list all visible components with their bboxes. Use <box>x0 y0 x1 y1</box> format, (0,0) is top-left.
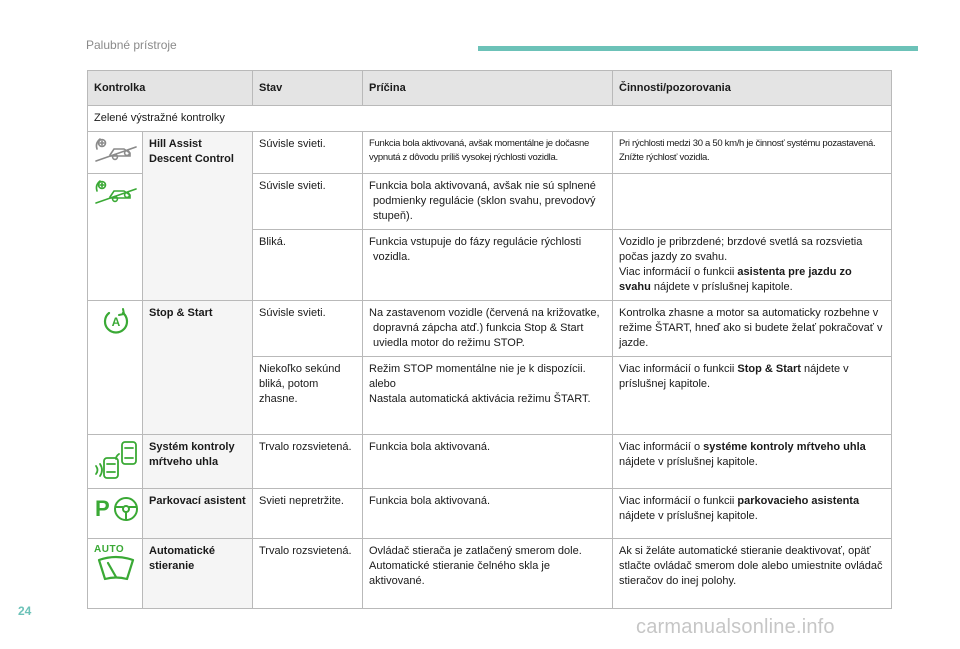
state-cell: Súvisle svieti. <box>253 174 363 230</box>
table-header-row <box>88 71 892 106</box>
svg-text:P: P <box>95 496 110 521</box>
hill-descent-icon <box>94 137 138 165</box>
column-header: Kontrolka <box>88 71 253 106</box>
warning-light-name: Parkovací asistent <box>143 489 253 539</box>
table-row <box>88 301 892 357</box>
action-cell <box>613 174 892 230</box>
icon-cell <box>88 435 143 489</box>
hill-descent-icon <box>94 179 138 207</box>
warning-light-name: Stop & Start <box>143 301 253 435</box>
warning-lights-table <box>87 70 892 609</box>
action-cell: Pri rýchlosti medzi 30 a 50 km/h je činnosť systému pozastavená. Znížte rýchlosť vozidla. <box>613 132 892 174</box>
state-cell: Niekoľko sekúnd bliká, potom zhasne. <box>253 357 363 435</box>
cause-cell: Funkcia vstupuje do fázy regulácie rýchlosti vozidla. <box>363 230 613 301</box>
action-cell: Ak si želáte automatické stieranie deaktivovať, opäť stlačte ovládač smerom dole alebo umiestnite ovládač stieračov do inej polohy. <box>613 539 892 609</box>
header-accent-bar <box>478 46 918 51</box>
cause-cell: Na zastavenom vozidle (červená na križovatke, dopravná zápcha atď.) funkcia Stop & Start uviedla motor do režimu STOP. <box>363 301 613 357</box>
action-cell: Kontrolka zhasne a motor sa automaticky rozbehne v režime ŠTART, hneď ako si budete želať pokračovať v jazde. <box>613 301 892 357</box>
stop-start-icon <box>101 306 131 336</box>
blind-spot-icon <box>94 440 140 480</box>
auto-label: AUTO <box>94 544 125 555</box>
icon-cell <box>88 301 143 435</box>
table-row <box>88 539 892 609</box>
watermark: carmanualsonline.info <box>636 616 835 638</box>
action-text: Vozidlo je pribrzdené; brzdové svetlá sa rozsvietia počas jazdy zo svahu. <box>619 236 863 263</box>
column-header: Činnosti/pozorovania <box>613 71 892 106</box>
group-row <box>88 106 892 132</box>
action-cell: Viac informácií o funkcii Stop & Start nájdete v príslušnej kapitole. <box>613 357 892 435</box>
cause-cell: Funkcia bola aktivovaná, avšak momentálne je dočasne vypnutá z dôvodu príliš vysokej rýchlosti vozidla. <box>363 132 613 174</box>
warning-light-name: Systém kontroly mŕtveho uhla <box>143 435 253 489</box>
state-cell: Súvisle svieti. <box>253 301 363 357</box>
cause-cell: Funkcia bola aktivovaná. <box>363 489 613 539</box>
auto-wiper-icon <box>96 555 136 583</box>
warning-light-name: Automatické stieranie <box>143 539 253 609</box>
action-cell: Viac informácií o systéme kontroly mŕtveho uhla nájdete v príslušnej kapitole. <box>613 435 892 489</box>
state-cell: Trvalo rozsvietená. <box>253 435 363 489</box>
state-cell: Trvalo rozsvietená. <box>253 539 363 609</box>
park-assist-icon <box>94 494 140 524</box>
state-cell: Bliká. <box>253 230 363 301</box>
svg-text:A: A <box>111 315 120 329</box>
icon-cell <box>88 539 143 609</box>
page-number: 24 <box>18 604 32 618</box>
cause-cell: Režim STOP momentálne nie je k dispozícii. alebo Nastala automatická aktivácia režimu ŠTART. <box>363 357 613 435</box>
state-cell: Súvisle svieti. <box>253 132 363 174</box>
table-row <box>88 489 892 539</box>
section-title: Palubné prístroje <box>86 38 177 52</box>
state-cell: Svieti nepretržite. <box>253 489 363 539</box>
action-cell: Viac informácií o funkcii parkovacieho asistenta nájdete v príslušnej kapitole. <box>613 489 892 539</box>
column-header: Stav <box>253 71 363 106</box>
cause-cell: Funkcia bola aktivovaná. <box>363 435 613 489</box>
icon-cell <box>88 174 143 301</box>
icon-cell <box>88 489 143 539</box>
column-header: Príčina <box>363 71 613 106</box>
warning-light-name: Hill Assist Descent Control <box>143 132 253 301</box>
action-text: Viac informácií o funkcii asistenta pre jazdu zo svahu nájdete v príslušnej kapitole. <box>619 266 852 293</box>
table-row <box>88 435 892 489</box>
cause-cell: Funkcia bola aktivovaná, avšak nie sú splnené podmienky regulácie (sklon svahu, prevodový stupeň). <box>363 174 613 230</box>
icon-cell <box>88 132 143 174</box>
action-cell <box>613 230 892 301</box>
group-label: Zelené výstražné kontrolky <box>88 106 892 132</box>
table-row <box>88 132 892 174</box>
cause-cell: Ovládač stierača je zatlačený smerom dole. Automatické stieranie čelného skla je aktivované. <box>363 539 613 609</box>
